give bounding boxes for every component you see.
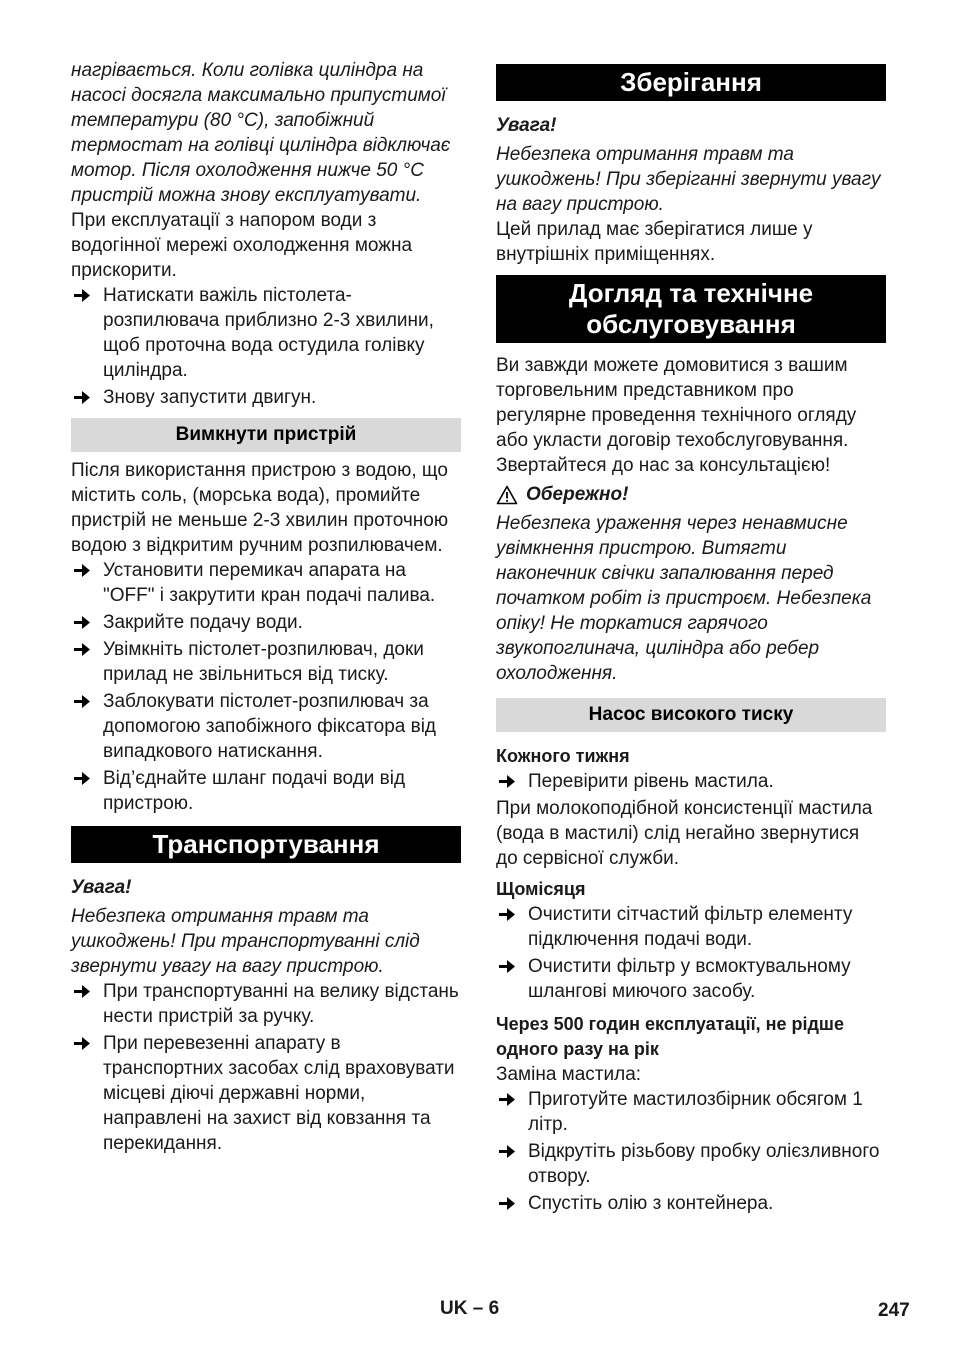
- transport-warning-text: Небезпека отримання травм та ушкоджень! При транспортуванні слід звернути увагу на вагу пристрою.: [71, 906, 420, 977]
- intro-text: При експлуатації з напором води з водогінної мережі охолодження можна прискорити.: [71, 210, 413, 281]
- list-item-text: При перевезенні апарату в транспортних засобах слід враховувати місцеві діючі державні норми, направлені на захист від ковзання та перекидання.: [103, 1033, 455, 1154]
- arrow-right-icon: [73, 689, 91, 714]
- list-item: [71, 689, 461, 764]
- weekly-text: При молокоподібной консистенції мастила (вода в мастилі) слід негайно звернутися до сервісної служби.: [496, 798, 873, 869]
- monthly-list: [496, 902, 886, 1004]
- arrow-right-icon: [498, 1087, 516, 1112]
- list-item: [71, 385, 461, 410]
- transport-steps-list: [71, 979, 461, 1156]
- list-item: [496, 1139, 886, 1189]
- cooling-steps-list: [71, 283, 461, 410]
- list-item-text: Заблокувати пістолет-розпилювач за допомогою запобіжного фіксатора від випадкового натискання.: [103, 691, 437, 762]
- list-item-text: Знову запустити двигун.: [103, 387, 317, 408]
- arrow-right-icon: [73, 979, 91, 1004]
- arrow-right-icon: [498, 954, 516, 979]
- list-item: [496, 902, 886, 952]
- yearly-list: [496, 1087, 886, 1216]
- list-item-text: Очистити фільтр у всмоктувальному шлангові миючого засобу.: [528, 956, 851, 1002]
- arrow-right-icon: [498, 1191, 516, 1216]
- list-item: [496, 954, 886, 1004]
- intro-italic-text: нагрівається. Коли голівка циліндра на насосі досягла максимально припустимої температури (80 °C), запобіжний термостат на голівці циліндра відключає мотор. Після охолодження нижче 50 °C пристрій можна знову експлуатувати.: [71, 60, 451, 206]
- arrow-right-icon: [73, 385, 91, 410]
- left-column: [71, 58, 461, 1158]
- arrow-right-icon: [498, 769, 516, 794]
- arrow-right-icon: [73, 610, 91, 635]
- transport-heading: Транспортування: [71, 826, 461, 863]
- page-number: 247: [878, 1300, 910, 1321]
- storage-heading: Зберігання: [496, 64, 886, 101]
- list-item-text: Натискати важіль пістолета-розпилювача приблизно 2-3 хвилини, щоб проточна вода остудила голівку циліндра.: [103, 285, 434, 381]
- arrow-right-icon: [73, 1031, 91, 1056]
- weekly-list: [496, 769, 886, 794]
- caution-title: [496, 482, 886, 507]
- yearly-text: Заміна мастила:: [496, 1064, 642, 1085]
- arrow-right-icon: [73, 283, 91, 308]
- list-item-text: Від’єднайте шланг подачі води від пристрою.: [103, 768, 406, 814]
- care-text: Ви завжди можете домовитися з вашим торговельним представником про регулярне проведення технічного огляду або укласти договір техобслуговування. Звертайтеся до нас за консультацією!: [496, 355, 857, 476]
- storage-warning-text: Небезпека отримання травм та ушкоджень! При зберіганні звернути увагу на вагу пристрою.: [496, 144, 881, 215]
- caution-label: Обережно!: [526, 484, 629, 505]
- switch-off-steps-list: [71, 558, 461, 816]
- list-item: [496, 1087, 886, 1137]
- arrow-right-icon: [73, 558, 91, 583]
- list-item: [71, 610, 461, 635]
- list-item-text: Увімкніть пістолет-розпилювач, доки прилад не звільниться від тиску.: [103, 639, 424, 685]
- arrow-right-icon: [73, 766, 91, 791]
- list-item-text: Очистити сітчастий фільтр елементу підключення подачі води.: [528, 904, 853, 950]
- yearly-heading: Через 500 годин експлуатації, не рідше одного разу на рік: [496, 1014, 844, 1059]
- list-item: [71, 558, 461, 608]
- list-item: [71, 766, 461, 816]
- list-item-text: Перевірити рівень мастила.: [528, 771, 774, 792]
- list-item-text: Закрийте подачу води.: [103, 612, 303, 633]
- list-item-text: Спустіть олію з контейнера.: [528, 1193, 774, 1214]
- pump-heading: Насос високого тиску: [496, 698, 886, 732]
- list-item: [71, 637, 461, 687]
- arrow-right-icon: [498, 902, 516, 927]
- list-item: [71, 283, 461, 383]
- weekly-heading: Кожного тижня: [496, 746, 630, 766]
- list-item-text: При транспортуванні на велику відстань нести пристрій за ручку.: [103, 981, 459, 1027]
- switch-off-heading: Вимкнути пристрій: [71, 418, 461, 452]
- section-footer: UK – 6: [440, 1298, 500, 1319]
- storage-warning-label: Увага!: [496, 115, 557, 136]
- arrow-right-icon: [498, 1139, 516, 1164]
- list-item: [496, 1191, 886, 1216]
- list-item: [71, 979, 461, 1029]
- list-item: [496, 769, 886, 794]
- arrow-right-icon: [73, 637, 91, 662]
- storage-text: Цей прилад має зберігатися лише у внутрішніх приміщеннях.: [496, 219, 813, 265]
- caution-text: Небезпека ураження через ненавмисне увімкнення пристрою. Витягти наконечник свічки запалювання перед початком робіт із пристроєм. Небезпека опіку! Не торкатися гарячого звукопоглинача, циліндра або ребер охолодження.: [496, 513, 872, 684]
- switch-off-text: Після використання пристрою з водою, що містить соль, (морська вода), промийте пристрій не меньше 2-3 хвилин проточною водою з відкритим ручним розпилювачем.: [71, 460, 449, 556]
- list-item-text: Установити перемикач апарата на "OFF" і закрутити кран подачі палива.: [103, 560, 436, 606]
- warning-triangle-icon: [496, 485, 518, 505]
- list-item-text: Приготуйте мастилозбірник обсягом 1 літр.: [528, 1089, 863, 1135]
- list-item-text: Відкрутіть різьбову пробку олієзливного отвору.: [528, 1141, 880, 1187]
- list-item: [71, 1031, 461, 1156]
- right-column: [496, 58, 886, 1218]
- care-heading: Догляд та технічне обслуговування: [496, 275, 886, 343]
- transport-warning-label: Увага!: [71, 877, 132, 898]
- monthly-heading: Щомісяця: [496, 879, 586, 899]
